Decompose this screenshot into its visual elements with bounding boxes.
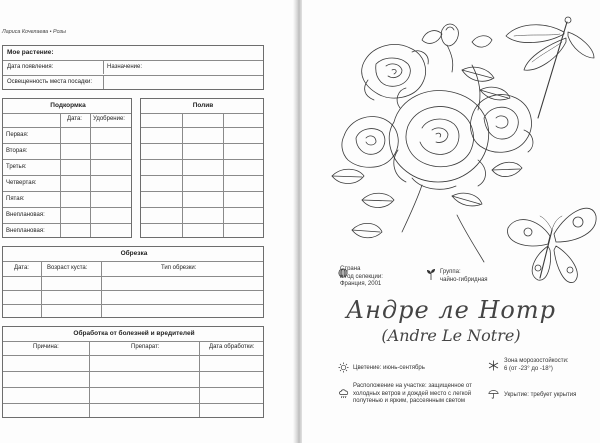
rose-icon: [342, 117, 398, 168]
rose-illustration: [302, 0, 600, 300]
feeding-date-col: Дата:: [67, 116, 82, 122]
rose-icon: [362, 44, 429, 100]
feeding-row-label: Внеплановая:: [6, 228, 45, 234]
feeding-row-label: Первая:: [6, 132, 29, 138]
sun-icon: [338, 362, 349, 373]
origin-line: и год селекции:: [340, 273, 383, 280]
pruning-col: Дата:: [14, 265, 29, 271]
origin-info: [340, 266, 383, 289]
bloom-info: Цветение: июнь-сентябрь: [353, 365, 425, 371]
location-line: полутенью и ярким, рассеянным светом: [353, 398, 466, 404]
feeding-fertilizer-col: Удобрение:: [93, 116, 125, 122]
group-value: чайно-гибридная: [440, 276, 488, 283]
origin-line: Страна: [340, 266, 361, 272]
rain-cloud-icon: [338, 388, 350, 400]
pruning-table: [2, 246, 264, 318]
pruning-title: Обрезка: [120, 250, 148, 257]
treatment-table: [2, 326, 264, 418]
treatment-col: Причина:: [33, 344, 59, 350]
sprout-icon: [426, 268, 436, 280]
location-line: холодных ветров и дождей место с легкой: [353, 390, 472, 397]
treatment-title: Обработка от болезней и вредителей: [73, 330, 195, 337]
plant-title: Мое растение:: [7, 49, 54, 56]
butterfly-icon: [508, 208, 597, 282]
dragonfly-icon: [506, 17, 594, 118]
purpose-label: Назначение:: [107, 64, 143, 70]
feeding-row-label: Вторая:: [6, 148, 28, 154]
feeding-row-label: Третья:: [6, 164, 27, 170]
left-page: [0, 0, 296, 443]
treatment-col: Препарат:: [131, 344, 160, 350]
feeding-table: [2, 98, 132, 238]
frost-info: [504, 358, 569, 373]
pruning-col: Возраст куста:: [47, 265, 88, 271]
plant-info-table: [2, 45, 264, 90]
feeding-title: Подкормка: [50, 102, 86, 109]
frost-value: 6 (от -23° до -18°): [504, 365, 553, 372]
running-head: Лариса Кочелаева • Розы: [2, 29, 66, 35]
origin-value: Франция, 2001: [340, 281, 382, 287]
rose-icon: [470, 95, 533, 153]
location-line: Расположение на участке: защищенное от: [353, 383, 472, 389]
feeding-row-label: Четвертая:: [6, 180, 37, 186]
date-label: Дата появления:: [7, 64, 54, 70]
umbrella-icon: [488, 388, 499, 399]
pruning-col: Тип обрезки:: [161, 265, 197, 271]
cover-info: Укрытие: требует укрытия: [504, 392, 577, 398]
variety-subtitle: (Andre Le Notre): [381, 326, 521, 345]
right-page: [302, 0, 600, 443]
feeding-row-label: Пятая:: [6, 196, 25, 202]
variety-title: Андре ле Нотр: [345, 296, 556, 324]
treatment-col: Дата обработки:: [209, 344, 255, 350]
group-label: Группа:: [440, 269, 461, 275]
location-info: [353, 383, 472, 406]
light-label: Освещенность места посадки:: [7, 79, 93, 85]
watering-title: Полив: [192, 102, 214, 109]
feeding-row-label: Внеплановая:: [6, 212, 45, 218]
group-info: [440, 269, 488, 284]
frost-label: Зона морозостойкости:: [504, 358, 569, 364]
watering-table: [140, 98, 264, 238]
snowflake-icon: [488, 360, 499, 371]
